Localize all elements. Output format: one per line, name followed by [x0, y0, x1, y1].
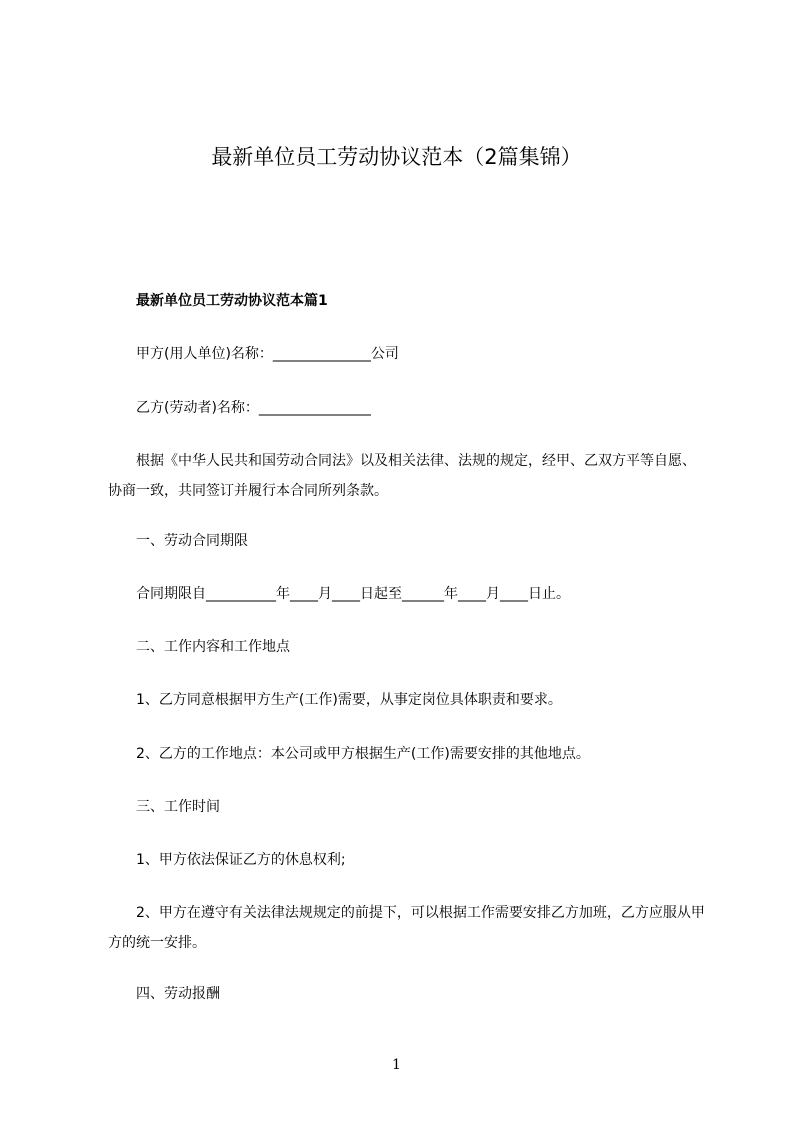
clause-4-title: 四、劳动报酬	[136, 986, 220, 1002]
document-title: 最新单位员工劳动协议范本（2篇集锦）	[211, 145, 582, 169]
clause-2-item-1: 1、乙方同意根据甲方生产(工作)需要，从事定岗位具体职责和要求。	[136, 692, 562, 708]
section-heading: 最新单位员工劳动协议范本篇1	[136, 293, 328, 309]
clause-1-text: 合同期限自__________年____月____日起至______年____月____日止。	[136, 586, 570, 602]
preamble-paragraph: 根据《中华人民共和国劳动合同法》以及相关法律、法规的规定，经甲、乙双方平等自愿、协商一致，共同签订并履行本合同所列条款。	[108, 453, 696, 499]
clause-1-title: 一、劳动合同期限	[136, 533, 248, 549]
page-number: 1	[392, 1057, 401, 1073]
party-b-line: 乙方(劳动者)名称：________________	[136, 400, 371, 416]
clause-3-item-2: 2、甲方在遵守有关法律法规规定的前提下，可以根据工作需要安排乙方加班，乙方应服从甲方的统一安排。	[108, 905, 705, 951]
clause-3-item-1: 1、甲方依法保证乙方的休息权利;	[136, 852, 346, 868]
clause-2-title: 二、工作内容和工作地点	[136, 639, 290, 655]
clause-3-title: 三、工作时间	[136, 799, 220, 815]
clause-2-item-2: 2、乙方的工作地点：本公司或甲方根据生产(工作)需要安排的其他地点。	[136, 746, 590, 762]
party-a-line: 甲方(用人单位)名称：______________公司	[136, 346, 399, 362]
